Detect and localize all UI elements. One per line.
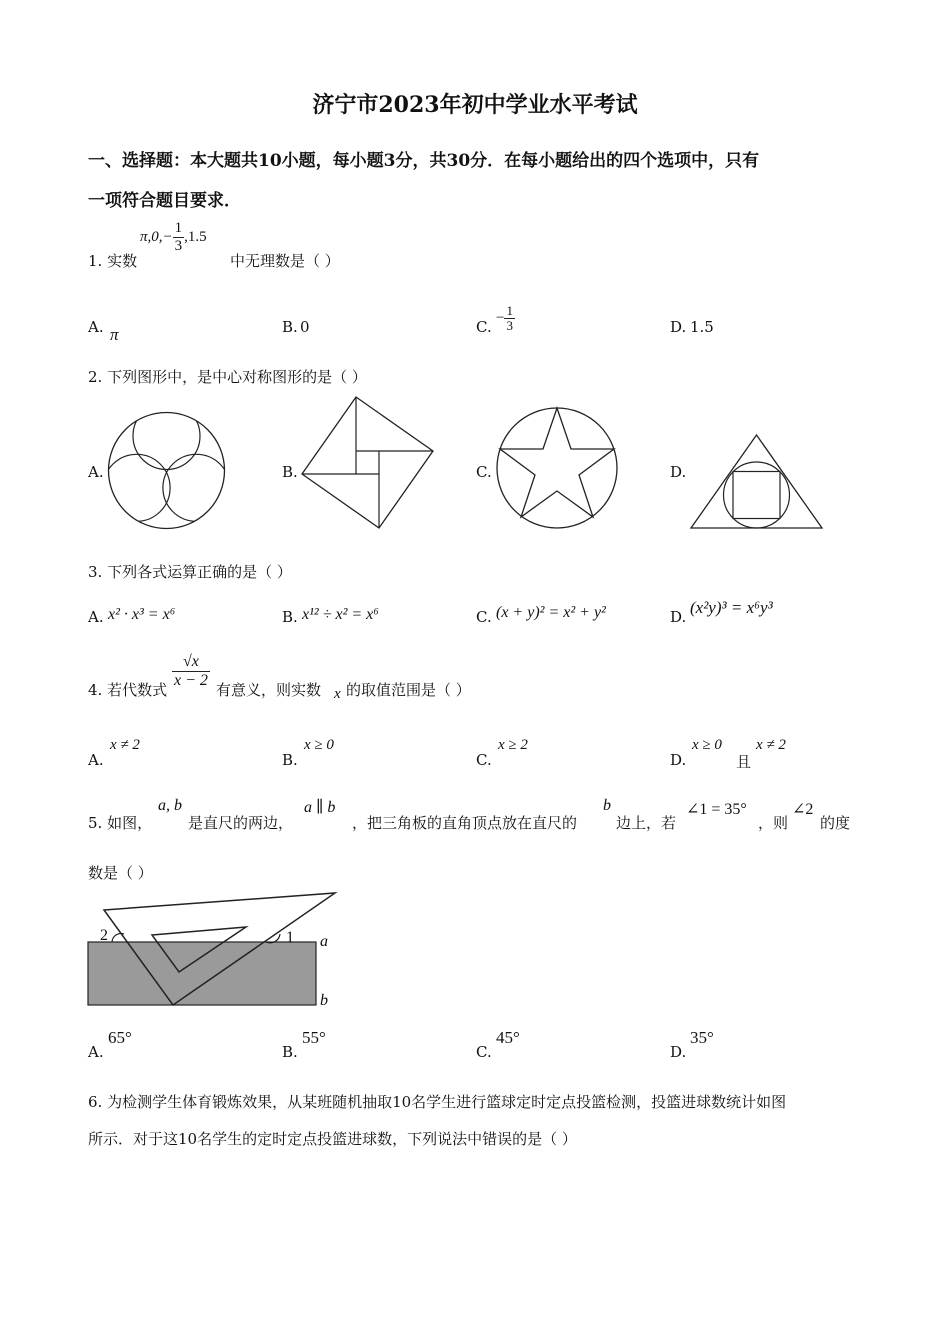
question-5-p1: 5. 如图， xyxy=(88,814,153,832)
q1-option-d-label: D. xyxy=(670,318,687,336)
q1-option-b-label: B. xyxy=(282,318,298,336)
q1-frac-num: 1 xyxy=(174,220,183,236)
page-title: 济宁市2023年初中学业水平考试 xyxy=(312,92,638,118)
q2-figure-c xyxy=(496,407,618,529)
q1-c-num: 1 xyxy=(506,303,513,318)
q1-c-den: 3 xyxy=(506,318,513,334)
question-5-p5: ，则 xyxy=(758,814,789,832)
q4-option-c: x ≥ 2 xyxy=(498,737,528,753)
q1-expr-b: ,1.5 xyxy=(184,229,207,245)
question-4-prefix: 4. 若代数式 xyxy=(88,681,168,699)
q3-option-a-label: A. xyxy=(88,608,104,626)
q2-option-d-label: D. xyxy=(670,463,687,481)
question-1-prefix: 1. 实数 xyxy=(88,252,138,270)
q4-frac-den: x − 2 xyxy=(174,671,208,689)
q5-angle-2-label: 2 xyxy=(100,927,108,944)
q3-option-c-label: C. xyxy=(476,608,492,626)
q1-c-fraction xyxy=(504,304,515,334)
question-5-p4: 边上，若 xyxy=(616,814,677,832)
q5-option-a-label: A. xyxy=(88,1043,104,1061)
q2-option-b-label: B. xyxy=(282,463,298,481)
q3-option-c: (x + y)² = x² + y² xyxy=(496,604,606,621)
q3-option-d-label: D. xyxy=(670,608,687,626)
q4-option-d-label: D. xyxy=(670,751,687,769)
q3-option-b-label: B. xyxy=(282,608,298,626)
q5-option-d: 35° xyxy=(690,1028,714,1047)
q3-option-a: x² · x³ = x⁶ xyxy=(108,606,176,623)
q1-option-a: π xyxy=(110,325,119,344)
question-3-text: 3. 下列各式运算正确的是（ ） xyxy=(88,563,292,581)
question-5-p3: ，把三角板的直角顶点放在直尺的 xyxy=(352,814,578,832)
q1-option-c xyxy=(496,304,515,334)
question-5-p2: 是直尺的两边， xyxy=(188,814,294,832)
q4-fraction xyxy=(172,653,210,689)
question-1-suffix: 中无理数是（ ） xyxy=(230,252,340,270)
q1-option-c-label: C. xyxy=(476,318,492,336)
q4-option-d-a: x ≥ 0 xyxy=(692,737,722,753)
q1-fraction xyxy=(173,220,185,254)
section-heading-line2: 一项符合题目要求． xyxy=(88,191,241,211)
q5-option-b-label: B. xyxy=(282,1043,298,1061)
q5-m1: a, b xyxy=(158,797,182,814)
q4-option-d-and: 且 xyxy=(736,753,752,771)
q4-option-b: x ≥ 0 xyxy=(304,737,334,753)
q3-option-b: x¹² ÷ x² = x⁶ xyxy=(302,606,379,623)
q2-figure-a xyxy=(108,412,228,530)
q5-m5: ∠2 xyxy=(792,801,814,818)
q5-line-a-label: a xyxy=(320,933,328,950)
q1-c-sign: − xyxy=(496,310,505,327)
question-6-line2: 所示．对于这10名学生的定时定点投篮进球数，下列说法中错误的是（ ） xyxy=(88,1130,577,1148)
q1-option-b: 0 xyxy=(300,318,310,336)
q4-option-a-label: A. xyxy=(88,751,104,769)
q5-option-c-label: C. xyxy=(476,1043,492,1061)
question-4-suffix: 的取值范围是（ ） xyxy=(346,681,471,699)
section-heading-line1: 一、选择题：本大题共10小题，每小题3分，共30分．在每小题给出的四个选项中，只有 xyxy=(88,151,760,171)
q1-expr-a: π,0,− xyxy=(140,229,173,245)
q4-option-a: x ≠ 2 xyxy=(110,737,140,753)
q4-frac-num: √x xyxy=(172,653,210,672)
q5-option-d-label: D. xyxy=(670,1043,687,1061)
q5-m4: ∠1 = 35° xyxy=(686,801,747,818)
q5-option-a: 65° xyxy=(108,1028,132,1047)
question-6-line1: 6. 为检测学生体育锻炼效果，从某班随机抽取10名学生进行篮球定时定点投篮检测，投篮进球数统计如图 xyxy=(88,1093,787,1111)
q1-frac-den: 3 xyxy=(174,237,183,254)
q5-figure xyxy=(88,892,338,1010)
q4-var: x xyxy=(334,686,341,702)
q5-option-b: 55° xyxy=(302,1028,326,1047)
question-4-middle: 有意义，则实数 xyxy=(216,681,322,699)
question-5-p6: 的度 xyxy=(820,814,851,832)
q2-option-a-label: A. xyxy=(88,463,104,481)
q5-option-c: 45° xyxy=(496,1028,520,1047)
question-5-line2: 数是（ ） xyxy=(88,864,153,882)
q2-option-c-label: C. xyxy=(476,463,492,481)
q5-m2: a ∥ b xyxy=(304,799,336,816)
q4-option-d-b: x ≠ 2 xyxy=(756,737,786,753)
q2-figure-b xyxy=(302,397,434,529)
q2-figure-d xyxy=(690,435,823,530)
q3-option-d: (x²y)³ = x⁶y³ xyxy=(690,598,773,617)
q1-option-a-label: A. xyxy=(88,318,104,336)
q5-line-b-label: b xyxy=(320,992,328,1009)
q4-option-b-label: B. xyxy=(282,751,298,769)
q5-m3: b xyxy=(603,797,611,814)
q5-angle-1-label: 1 xyxy=(286,929,294,946)
q1-option-d: 1.5 xyxy=(690,318,714,336)
question-1-expression xyxy=(140,220,207,254)
q4-option-c-label: C. xyxy=(476,751,492,769)
question-2-text: 2. 下列图形中，是中心对称图形的是（ ） xyxy=(88,368,367,386)
